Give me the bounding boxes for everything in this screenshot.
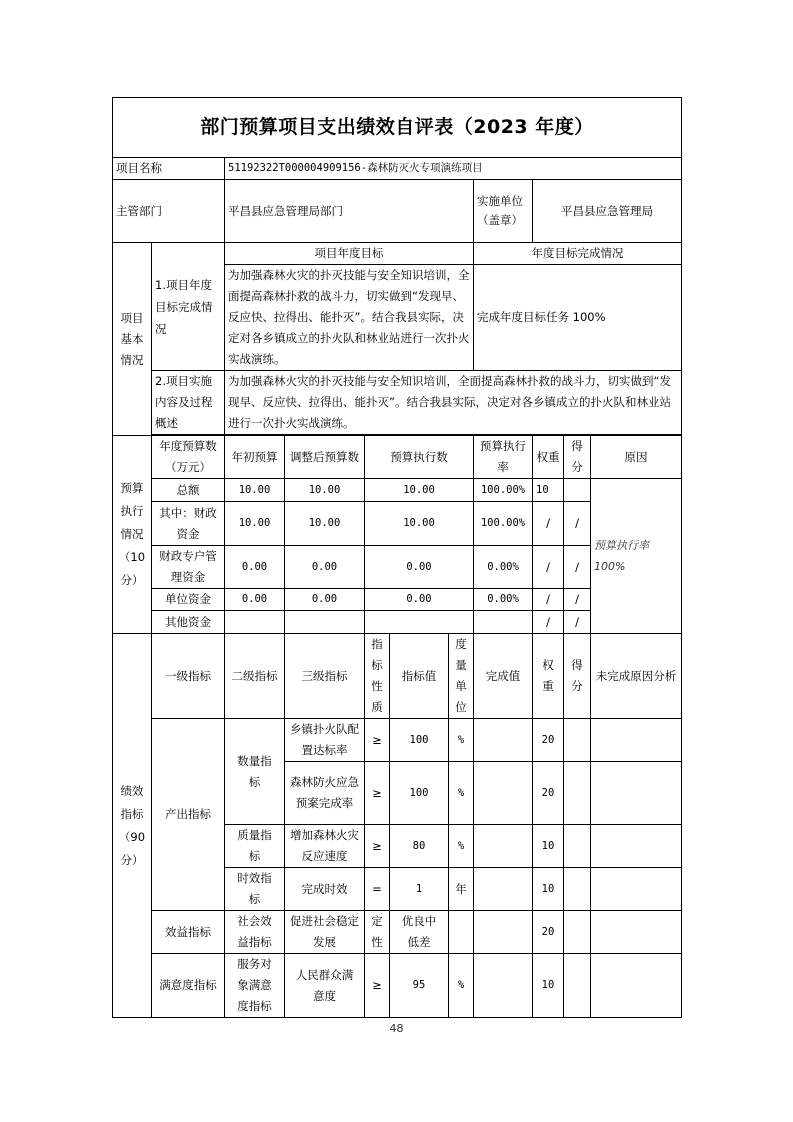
perf-done — [474, 954, 533, 1018]
budget-header-adjusted: 调整后预算数 — [285, 436, 365, 479]
budget-row-score: / — [564, 611, 591, 634]
perf-weight: 10 — [533, 825, 564, 868]
perf-header-reason: 未完成原因分析 — [591, 634, 682, 719]
perf-reason — [591, 868, 682, 911]
implementation-text: 为加强森林火灾的扑灭技能与安全知识培训，全面提高森林扑救的战斗力，切实做到“发现早、反应快、拉得出、能扑灭”。结合我县实际，决定对各乡镇成立的扑火队和林业站进行一次扑火实战演练。 — [225, 371, 682, 435]
perf-done — [474, 868, 533, 911]
budget-header-reason: 原因 — [591, 436, 682, 479]
budget-header-initial: 年初预算 — [225, 436, 285, 479]
level2-quantity: 数量指标 — [225, 719, 285, 825]
budget-header-executed: 预算执行数 — [365, 436, 474, 479]
budget-row-initial: 10.00 — [225, 502, 285, 546]
budget-header-rate: 预算执行率 — [474, 436, 533, 479]
perf-header-level2: 二级指标 — [225, 634, 285, 719]
perf-unit — [449, 911, 474, 954]
department-label: 主管部门 — [113, 180, 225, 243]
budget-row-rate: 100.00% — [474, 479, 533, 502]
budget-row-executed: 0.00 — [365, 546, 474, 589]
budget-row-rate — [474, 611, 533, 634]
performance-indicators-label: 绩效指标（90分） — [113, 634, 152, 1018]
perf-nature: ≥ — [365, 825, 390, 868]
budget-execution-label: 预算执行情况（10分） — [113, 436, 152, 634]
budget-row-initial — [225, 611, 285, 634]
level1-benefit: 效益指标 — [152, 911, 225, 954]
budget-reason-line1: 预算执行率 — [594, 539, 649, 552]
goal-completion-label: 1.项目年度目标完成情况 — [152, 243, 225, 371]
budget-row-weight: / — [533, 502, 564, 546]
implementation-label: 2.项目实施内容及过程概述 — [152, 371, 225, 435]
budget-row-name: 其中：财政资金 — [152, 502, 225, 546]
budget-header-annual: 年度预算数（万元） — [152, 436, 225, 479]
perf-header-done: 完成值 — [474, 634, 533, 719]
perf-reason — [591, 762, 682, 825]
budget-row-score: / — [564, 546, 591, 589]
perf-level3: 乡镇扑火队配置达标率 — [285, 719, 365, 762]
budget-row-executed — [365, 611, 474, 634]
budget-row-initial: 0.00 — [225, 589, 285, 611]
level2-quality: 质量指标 — [225, 825, 285, 868]
perf-value: 优良中低差 — [390, 911, 449, 954]
department-value: 平昌县应急管理局部门 — [225, 180, 474, 243]
perf-level3: 森林防火应急预案完成率 — [285, 762, 365, 825]
perf-score — [564, 911, 591, 954]
perf-unit: % — [449, 954, 474, 1018]
budget-row-score: / — [564, 502, 591, 546]
perf-done — [474, 825, 533, 868]
budget-row-adjusted: 10.00 — [285, 502, 365, 546]
budget-row-executed: 10.00 — [365, 479, 474, 502]
perf-unit: % — [449, 762, 474, 825]
budget-row-name: 单位资金 — [152, 589, 225, 611]
perf-weight: 20 — [533, 762, 564, 825]
perf-header-weight: 权重 — [533, 634, 564, 719]
perf-score — [564, 719, 591, 762]
budget-header-score: 得分 — [564, 436, 591, 479]
perf-score — [564, 954, 591, 1018]
perf-level3: 促进社会稳定发展 — [285, 911, 365, 954]
perf-reason — [591, 719, 682, 762]
perf-reason — [591, 954, 682, 1018]
level1-output: 产出指标 — [152, 719, 225, 911]
perf-value: 80 — [390, 825, 449, 868]
level2-timeliness: 时效指标 — [225, 868, 285, 911]
perf-done — [474, 762, 533, 825]
perf-unit: 年 — [449, 868, 474, 911]
perf-header-level3: 三级指标 — [285, 634, 365, 719]
implementing-unit-value: 平昌县应急管理局 — [533, 180, 682, 243]
perf-level3: 增加森林火灾反应速度 — [285, 825, 365, 868]
perf-nature: 定性 — [365, 911, 390, 954]
budget-row-initial: 10.00 — [225, 479, 285, 502]
project-name-value: 51192322T000004909156-森林防灭火专项演练项目 — [225, 158, 682, 180]
perf-nature: ≥ — [365, 719, 390, 762]
budget-row-name: 总额 — [152, 479, 225, 502]
perf-header-level1: 一级指标 — [152, 634, 225, 719]
perf-row — [113, 911, 682, 954]
perf-weight: 20 — [533, 719, 564, 762]
budget-header-weight: 权重 — [533, 436, 564, 479]
level2-social: 社会效益指标 — [225, 911, 285, 954]
perf-value: 100 — [390, 762, 449, 825]
budget-row-rate: 0.00% — [474, 589, 533, 611]
perf-weight: 10 — [533, 954, 564, 1018]
perf-score — [564, 868, 591, 911]
budget-row-name: 财政专户管理资金 — [152, 546, 225, 589]
perf-unit: % — [449, 719, 474, 762]
budget-row-score — [564, 479, 591, 502]
perf-done — [474, 719, 533, 762]
annual-goal-text: 为加强森林火灾的扑灭技能与安全知识培训，全面提高森林扑救的战斗力，切实做到“发现早、反应快、拉得出、能扑灭”。结合我县实际，决定对各乡镇成立的扑火队和林业站进行一次扑火实战演练。 — [225, 265, 474, 371]
perf-done — [474, 911, 533, 954]
perf-value: 95 — [390, 954, 449, 1018]
goal-completion-header: 年度目标完成情况 — [474, 243, 682, 265]
perf-score — [564, 825, 591, 868]
budget-row — [113, 479, 682, 502]
budget-reason — [591, 479, 682, 634]
perf-header-value: 指标值 — [390, 634, 449, 719]
perf-header-nature: 指标性质 — [365, 634, 390, 719]
budget-row-weight: / — [533, 589, 564, 611]
perf-row — [113, 954, 682, 1018]
goal-completion-text: 完成年度目标任务 100% — [474, 265, 682, 371]
perf-header-score: 得分 — [564, 634, 591, 719]
project-name-label: 项目名称 — [113, 158, 225, 180]
page-title: 部门预算项目支出绩效自评表（2023 年度） — [113, 98, 682, 158]
budget-reason-line2: 100% — [594, 560, 626, 573]
budget-row-name: 其他资金 — [152, 611, 225, 634]
perf-nature: = — [365, 868, 390, 911]
implementing-unit-label: 实施单位（盖章） — [474, 180, 533, 243]
budget-row-executed: 10.00 — [365, 502, 474, 546]
level1-satisfaction: 满意度指标 — [152, 954, 225, 1018]
budget-row-adjusted: 0.00 — [285, 546, 365, 589]
budget-row-adjusted — [285, 611, 365, 634]
budget-row-rate: 100.00% — [474, 502, 533, 546]
level2-service: 服务对象满意度指标 — [225, 954, 285, 1018]
perf-level3: 人民群众满意度 — [285, 954, 365, 1018]
perf-header-unit: 度量单位 — [449, 634, 474, 719]
budget-row-weight: / — [533, 611, 564, 634]
perf-reason — [591, 911, 682, 954]
perf-level3: 完成时效 — [285, 868, 365, 911]
budget-row-executed: 0.00 — [365, 589, 474, 611]
perf-unit: % — [449, 825, 474, 868]
budget-row-rate: 0.00% — [474, 546, 533, 589]
budget-row-weight: 10 — [533, 479, 564, 502]
perf-weight: 20 — [533, 911, 564, 954]
perf-nature: ≥ — [365, 954, 390, 1018]
perf-score — [564, 762, 591, 825]
budget-row-weight: / — [533, 546, 564, 589]
page-number: 48 — [389, 1022, 404, 1035]
budget-row-initial: 0.00 — [225, 546, 285, 589]
basic-info-label: 项目基本情况 — [113, 243, 152, 436]
perf-value: 100 — [390, 719, 449, 762]
perf-reason — [591, 825, 682, 868]
performance-self-evaluation-table — [112, 97, 682, 1018]
perf-value: 1 — [390, 868, 449, 911]
annual-goal-header: 项目年度目标 — [225, 243, 474, 265]
budget-row-adjusted: 10.00 — [285, 479, 365, 502]
perf-row — [113, 719, 682, 762]
budget-row-score: / — [564, 589, 591, 611]
perf-nature: ≥ — [365, 762, 390, 825]
budget-row-adjusted: 0.00 — [285, 589, 365, 611]
perf-weight: 10 — [533, 868, 564, 911]
